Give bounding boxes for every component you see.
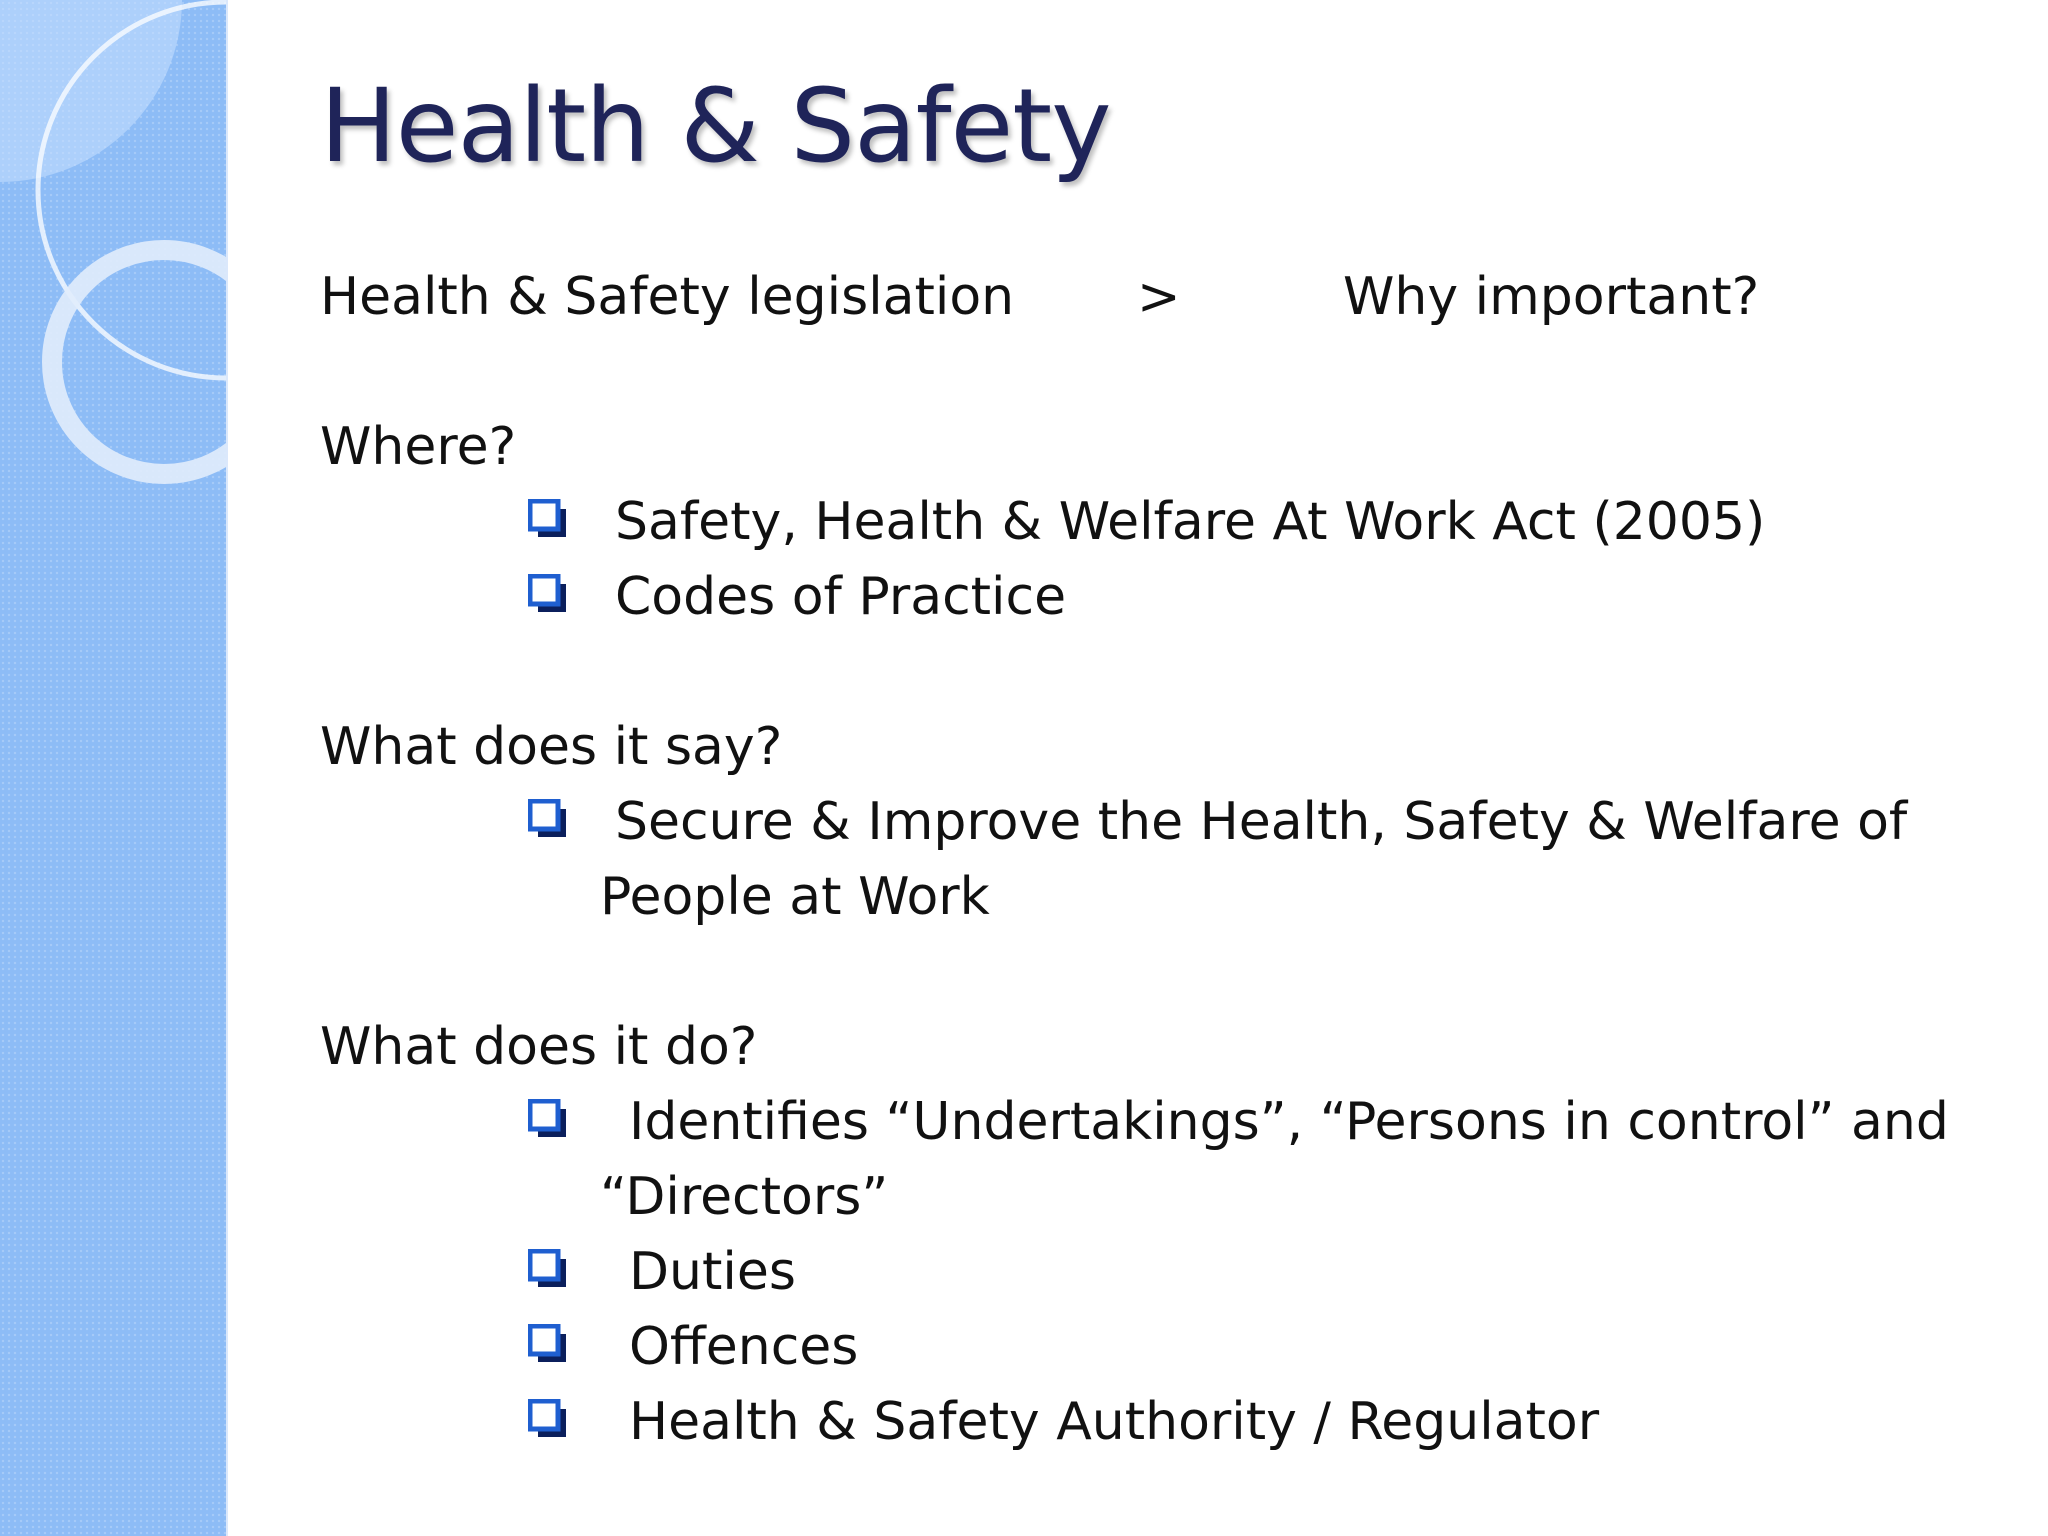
list-item: Safety, Health & Welfare At Work Act (2005) [615,492,1766,552]
checkbox-square-icon [528,499,564,535]
sidebar-decoration [0,0,226,1536]
section-heading-where: Where? [320,417,517,477]
list-item: Offences [629,1317,859,1377]
list-item: Duties [629,1242,796,1302]
list-item-continuation: People at Work [600,867,990,927]
list-item-continuation: “Directors” [600,1167,889,1227]
list-item: Secure & Improve the Health, Safety & Welfare of [615,792,1908,852]
intro-arrow: > [1137,267,1181,327]
circles-decoration [0,0,226,1536]
sidebar-edge [226,0,228,1536]
section-heading-do: What does it do? [320,1017,758,1077]
checkbox-square-icon [528,1399,564,1435]
checkbox-square-icon [528,799,564,835]
section-heading-say: What does it say? [320,717,783,777]
intro-left: Health & Safety legislation [320,267,1015,327]
slide-title: Health & Safety [320,67,1111,186]
list-item: Health & Safety Authority / Regulator [629,1392,1600,1452]
checkbox-square-icon [528,574,564,610]
list-item: Identifies “Undertakings”, “Persons in control” and [629,1092,1949,1152]
checkbox-square-icon [528,1099,564,1135]
checkbox-square-icon [528,1249,564,1285]
intro-right: Why important? [1343,267,1760,327]
list-item: Codes of Practice [615,567,1067,627]
checkbox-square-icon [528,1324,564,1360]
